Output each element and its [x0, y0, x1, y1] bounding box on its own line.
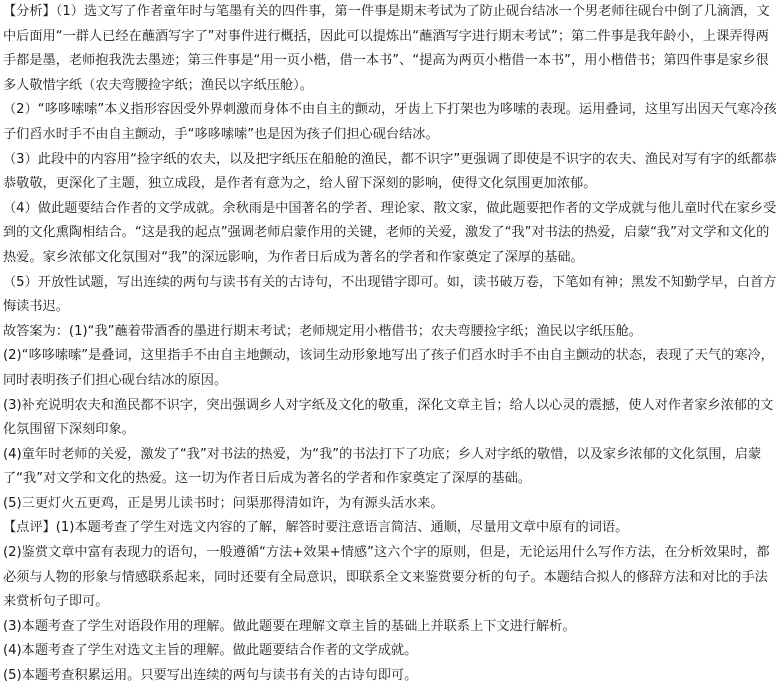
answer-part-5: (5)三更灯火五更鸡，正是男儿读书时；问渠那得清如许，为有源头活水来。 [3, 495, 444, 511]
comment-part-1: 【点评】(1)本题考查了学生对选文内容的了解，解答时要注意语言简洁、通顺，尽量用文章中原有的词语。 [3, 520, 629, 536]
answer-part-2: (2)“哆哆嗦嗦”是叠词，这里指手不由自主地颤动，该词生动形象地写出了孩子们舀水时手不由自主颤动的状态，表现了天气的寒冷，同时表明孩子们担心砚台结冰的原因。 [3, 348, 774, 388]
comment-part-2: (2)鉴赏文章中富有表现力的语句，一般遵循“方法+效果+情感”这六个字的原则，但是，无论运用什么写作方法，在分析效果时，都必须与人物的形象与情感联系起来，同时还要有全局意识，即联系全文来鉴赏要分析的句子。本题结合拟人的修辞方法和对比的手法来赏析句子即可。 [3, 545, 770, 610]
analysis-part-2: （2）“哆哆嗦嗦”本义指形容因受外界刺激而身体不由自主的颤动，牙齿上下打架也为哆嗦的表现。运用叠词，这里写出因天气寒冷孩子们舀水时手不由自主颤动，手“哆哆嗦嗦”也是因为孩子们担心砚台结冰。 [3, 102, 777, 142]
answer-explanation-document [3, 0, 777, 689]
answer-part-3: (3)补充说明农夫和渔民都不识字，突出强调乡人对字纸及文化的敬重，深化文章主旨；给人以心灵的震撼，使人对作者家乡浓郁的文化氛围留下深刻印象。 [3, 397, 774, 438]
comment-part-4: (4)本题考查了学生对选文主旨的理解。做此题要结合作者的文学成就。 [3, 643, 418, 659]
answer-part-4: (4)童年时老师的关爱，激发了“我”对书法的热爱，为“我”的书法打下了功底；乡人对字纸的敬惜，以及家乡浓郁的文化氛围，启蒙了“我”对文学和文化的热爱。这一切为作者日后成为著名的学者和作家奠定了深厚的基础。 [3, 446, 762, 487]
analysis-part-4: （4）做此题要结合作者的文学成就。余秋雨是中国著名的学者、理论家、散文家，做此题要把作者的文学成就与他儿童时代在家乡受到的文化熏陶相结合。“这是我的起点”强调老师启蒙作用的关键，老师的关爱，激发了“我”对书法的热爱，启蒙“我”对文学和文化的热爱。家乡浓郁文化氛围对“我”的深远影响，为作者日后成为著名的学者和作家奠定了深厚的基础。 [3, 200, 777, 265]
comment-part-3: (3)本题考查了学生对语段作用的理解。做此题要在理解文章主旨的基础上并联系上下文进行解析。 [3, 618, 576, 634]
analysis-part-3: （3）此段中的内容用“捡字纸的农夫，以及把字纸压在船舱的渔民，都不识字”更强调了即使是不识字的农夫、渔民对写有字的纸都恭恭敬敬，更深化了主题，独立成段，是作者有意为之，给人留下深刻的影响，使得文化氛围更加浓郁。 [3, 151, 777, 192]
analysis-part-1: 【分析】（1）选文写了作者童年时与笔墨有关的四件事，第一件事是期末考试为了防止砚台结冰一个男老师往砚台中倒了几滴酒，文中后面用“一群人已经在蘸酒写字了”对事件进行概括，因此可以提炼出“蘸酒写字进行期末考试”；第二件事是我年龄小，上课弄得两手都是墨，老师抱我洗去墨迹；第三件事是“用一页小楷，借一本书”、“提高为两页小楷借一本书”，用小楷借书；第四件事是家乡很多人敬惜字纸（农夫弯腰捡字纸；渔民以字纸压舱）。 [3, 4, 770, 93]
answer-part-1: 故答案为：(1)“我”蘸着带酒香的墨进行期末考试；老师规定用小楷借书；农夫弯腰捡字纸；渔民以字纸压舱。 [3, 323, 642, 339]
analysis-part-5: （5）开放性试题，写出连续的两句与读书有关的古诗句，不出现错字即可。如，读书破万卷，下笔如有神；黑发不知勤学早，白首方悔读书迟。 [3, 274, 777, 315]
comment-part-5: (5)本题考查积累运用。只要写出连续的两句与读书有关的古诗句即可。 [3, 668, 418, 684]
